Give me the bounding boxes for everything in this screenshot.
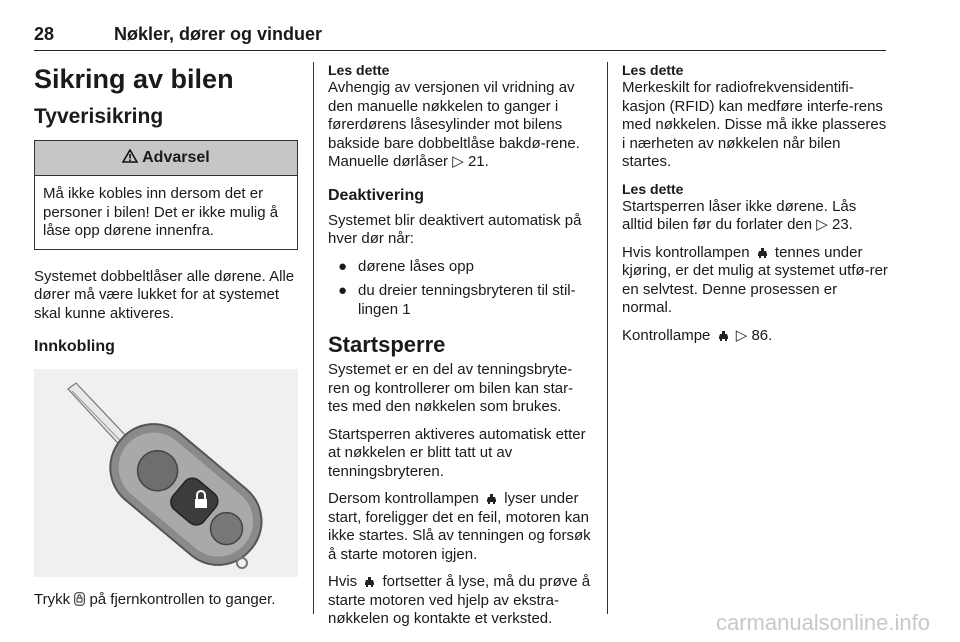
immobiliser-lamp-icon xyxy=(364,577,375,587)
list-item xyxy=(328,258,592,277)
page-header xyxy=(34,22,886,51)
watermark: carmanualsonline.info xyxy=(715,610,930,635)
caption-text-pre: Trykk xyxy=(34,591,71,608)
lock-button-icon xyxy=(74,592,85,606)
note-title: Les dette xyxy=(622,180,684,197)
chapter-title: Nøkler, dører og vinduer xyxy=(114,24,323,44)
paragraph-text: Dersom kontrollampen xyxy=(328,490,479,507)
immobiliser-lamp-icon xyxy=(757,248,768,258)
section-heading-innkobling: Innkobling xyxy=(34,338,115,355)
paragraph: Systemet blir deaktivert automatisk på hver dør når: xyxy=(328,211,582,247)
paragraph-text: Kontrollampe xyxy=(622,326,711,344)
list-item-text: dørene låses opp xyxy=(358,257,474,275)
note-body: Avhengig av versjonen vil vridning av den manuelle nøkkelen to ganger i førerdørens låsesylinder mot bilens bakside bare dobbeltlåse bakdø-rene. Manuelle dørlåser xyxy=(328,79,580,170)
paragraph-text: lyser under start, foreligger det en feil, motoren kan ikke startes. Slå av tenningen og forsøk å starte motoren igjen. xyxy=(328,490,591,563)
paragraph-text: tennes under kjøring, er det mulig at systemet utfø-rer en selvtest. Denne prosessen er normal. xyxy=(622,243,888,316)
note-text: Merkeskilt for radiofrekvensidentifi-kasjon (RFID) kan medføre interfe-rens med nøkkelen. Disse må ikke plasseres i nærheten av nøkkelen når bilen startes. xyxy=(622,79,887,170)
warning-triangle-icon xyxy=(122,149,138,163)
warning-header xyxy=(35,141,297,176)
page-ref-arrow-icon: ▷ xyxy=(735,326,748,344)
paragraph: Systemet dobbeltlåser alle dørene. Alle dører må være lukket for at systemet skal kunne aktiveres. xyxy=(34,267,295,322)
immobiliser-lamp-icon xyxy=(486,494,497,504)
page-ref-arrow-icon: ▷ xyxy=(816,216,828,233)
paragraph xyxy=(622,327,890,346)
bullet-icon: ● xyxy=(338,282,348,299)
immobiliser-lamp-icon xyxy=(718,331,729,341)
section-title: Sikring av bilen xyxy=(34,64,234,94)
column-3 xyxy=(622,62,890,354)
paragraph xyxy=(328,573,592,629)
warning-title: Advarsel xyxy=(142,149,210,166)
section-heading-startsperre: Startsperre xyxy=(328,332,446,357)
list-item-text: du dreier tenningsbryteren til stil-lingen 1 xyxy=(358,282,576,318)
paragraph xyxy=(328,490,592,564)
paragraph-text: fortsetter å lyse, må du prøve å starte motoren ved hjelp av ekstra-nøkkelen og kontakte et verksted. xyxy=(328,573,591,627)
column-1 xyxy=(34,62,298,619)
page-number: 28 xyxy=(34,24,55,44)
bullet-icon: ● xyxy=(338,257,348,275)
warning-box xyxy=(34,140,298,250)
paragraph-text: Hvis kontrollampen xyxy=(622,243,750,261)
note-text xyxy=(622,198,890,235)
page-ref: 86. xyxy=(751,326,773,344)
paragraph: Startsperren aktiveres automatisk etter at nøkkelen er blitt tatt ut av tenningsbryteren. xyxy=(328,425,586,480)
column-2 xyxy=(328,62,592,638)
section-heading-deaktivering: Deaktivering xyxy=(328,186,425,204)
note-text xyxy=(328,79,592,172)
key-fob-illustration xyxy=(34,369,298,577)
list-item xyxy=(328,282,592,319)
note-page-ref: 23. xyxy=(832,216,853,233)
warning-text: Må ikke kobles inn dersom det er personer i bilen! Det er ikke mulig å låse opp dørene innenfra. xyxy=(43,185,279,239)
page-ref-arrow-icon: ▷ xyxy=(452,153,464,170)
bullet-list xyxy=(328,258,592,320)
column-divider-1 xyxy=(313,62,314,614)
caption-text-post: på fjernkontrollen to ganger. xyxy=(89,591,276,608)
remote-key-image xyxy=(34,369,298,577)
subsection-title: Tyverisikring xyxy=(34,105,164,128)
paragraph-text: Hvis xyxy=(328,573,358,590)
note-page-ref: 21. xyxy=(467,153,489,170)
paragraph xyxy=(622,244,890,318)
note-title: Les dette xyxy=(622,62,684,78)
note-title: Les dette xyxy=(328,62,390,78)
note-body: Startsperren låser ikke dørene. Lås alltid bilen før du forlater den xyxy=(622,197,857,233)
figure-caption xyxy=(34,591,298,610)
column-divider-2 xyxy=(607,62,608,614)
paragraph: Systemet er en del av tenningsbryte-ren og kontrollerer om bilen kan star-tes med den nøkkelen som brukes. xyxy=(328,361,574,415)
